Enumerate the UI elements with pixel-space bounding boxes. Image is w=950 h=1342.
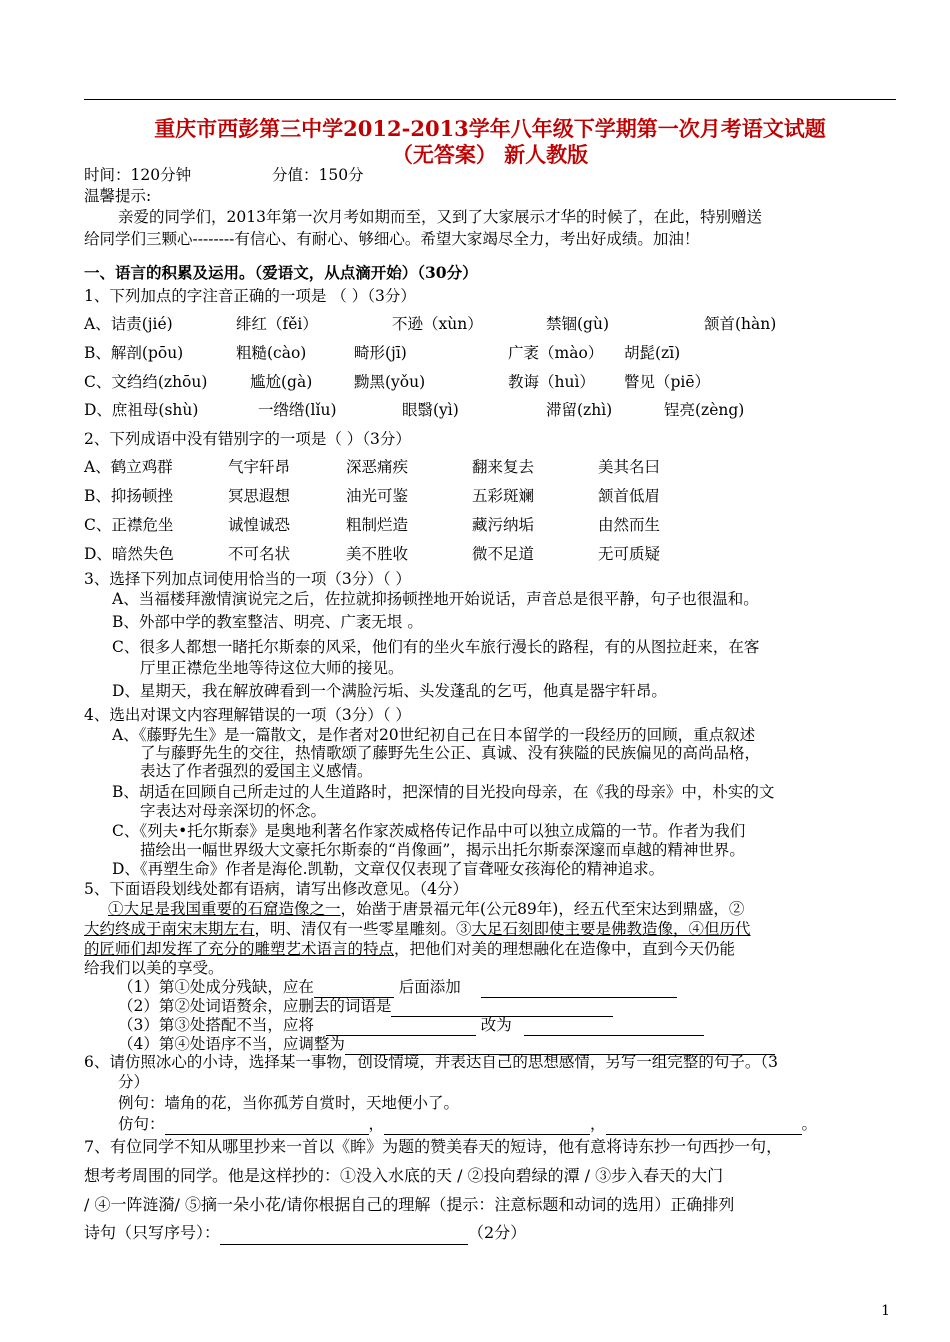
option-cell: A、诘责(jié)	[84, 315, 173, 333]
option-cell: 粗糙(cào)	[236, 344, 307, 362]
option-cell: B、抑扬顿挫	[84, 487, 173, 505]
question-4-stem: 4、选出对课文内容理解错误的一项（3分）（ ）	[84, 706, 411, 724]
option-cell: 美其名曰	[598, 458, 661, 476]
option-cell: 绯红（fěi）	[236, 315, 318, 333]
option-cell: 美不胜收	[346, 545, 409, 563]
option-cell: 翻来复去	[472, 458, 535, 476]
option-cell: 诚惶诚恐	[228, 516, 291, 534]
sub-question-text: （2）第②处词语赘余，应删去的词语是	[118, 997, 392, 1015]
underlined-phrase: 大足石刻即使主要是佛教造像	[471, 920, 674, 938]
option-cell: 胡髭(zī)	[624, 344, 681, 362]
option-cell: 气宇轩昂	[228, 458, 291, 476]
punctuation: 。	[801, 1115, 818, 1133]
tip-label: 温馨提示:	[84, 187, 152, 205]
punctuation: ，	[590, 1115, 606, 1133]
passage-text: ，把他们对美的理想融化在造像中，直到今天仍能	[394, 940, 736, 958]
q3-option-d: D、星期天，我在解放碑看到一个满脸污垢、头发蓬乱的乞丐，他真是器宇轩昂。	[112, 682, 667, 700]
option-cell: 微不足道	[472, 545, 535, 563]
option-cell: D、庶祖母(shù)	[84, 401, 199, 419]
q4-option-b-line1: B、胡适在回顾自己所走过的人生道路时，把深情的目光投向母亲，在《我的母亲》中，朴实的文	[112, 783, 775, 801]
option-cell: 粗制烂造	[346, 516, 409, 534]
q3-option-b: B、外部中学的教室整洁、明亮、广袤无垠 。	[112, 613, 423, 631]
option-cell: 藏污纳垢	[472, 516, 535, 534]
option-cell: B、解剖(pōu)	[84, 344, 184, 362]
page-number: 1	[881, 1303, 890, 1319]
option-cell: 锃亮(zèng)	[664, 401, 745, 419]
option-cell: 瞥见（piē）	[624, 373, 711, 391]
q3-option-c-line1: C、很多人都想一睹托尔斯泰的风采，他们有的坐火车旅行漫长的路程，有的从图拉赶来，在客	[112, 638, 760, 656]
q6-example: 例句：墙角的花，当你孤芳自赏时，天地便小了。	[118, 1094, 460, 1112]
punctuation: ，	[368, 1115, 385, 1133]
q3-option-a: A、当福楼拜激情演说完之后，佐拉就抑扬顿挫地开始说话，声音总是很平静，句子也很温和。	[112, 590, 759, 608]
question-6-stem-line2: 分）	[118, 1073, 150, 1091]
exam-time: 时间：120分钟	[84, 166, 192, 184]
question-7-line4	[84, 1221, 526, 1245]
option-cell: 不逊（xùn）	[392, 315, 483, 333]
option-cell: D、暗然失色	[84, 545, 174, 563]
page-title: 重庆市西彭第三中学2012-2013学年八年级下学期第一次月考语文试题	[154, 116, 826, 141]
question-5-stem: 5、下面语段划线处都有语病，请写出修改意见。（4分）	[84, 880, 468, 898]
sub-question-text: 后面添加	[393, 978, 461, 996]
q5-passage-line2	[84, 918, 751, 940]
answer-blank[interactable]	[606, 1116, 802, 1135]
question-text: 诗句（只写序号）：	[84, 1223, 221, 1242]
option-cell: 教诲（huì）	[508, 373, 595, 391]
option-cell: 眼翳(yì)	[402, 401, 459, 419]
q4-option-c-line1: C、《列夫•托尔斯泰》是奥地利著名作家茨威格传记作品中可以独立成篇的一节。作者为我们	[112, 822, 746, 840]
imitate-label: 仿句：	[118, 1115, 165, 1133]
option-cell: 冥思遐想	[228, 487, 291, 505]
passage-text: ，始凿于唐景福元年(公元89年)，经五代至宋达到鼎盛，②	[340, 900, 745, 918]
option-cell: 畸形(jī)	[354, 344, 407, 362]
option-cell: 禁锢(gù)	[546, 315, 609, 333]
question-7-line1: 7、有位同学不知从哪里抄来一首以《眸》为题的赞美春天的短诗，他有意将诗东抄一句西抄一句，	[84, 1137, 783, 1156]
underlined-phrase: 大约终成于南宋末期左右	[84, 920, 255, 938]
q6-imitate-line	[118, 1113, 817, 1135]
option-cell: 滞留(zhì)	[546, 401, 613, 419]
sub-question-text: （4）第④处语序不当，应调整为	[118, 1035, 345, 1053]
passage-text: ，明、清仅有一些零星雕刻。③	[254, 920, 472, 938]
option-cell: 黝黑(yǒu)	[354, 373, 426, 391]
q5-passage-line4: 给我们以美的享受。	[84, 959, 224, 977]
option-cell: C、正襟危坐	[84, 516, 174, 534]
q4-option-a-line1: A、《藤野先生》是一篇散文，是作者对20世纪初自己在日本留学的一段经历的回顾，重点叙述	[112, 726, 756, 744]
page-subtitle: （无答案） 新人教版	[391, 142, 589, 167]
sub-question-text: （3）第③处搭配不当，应将	[118, 1016, 314, 1034]
answer-blank[interactable]	[165, 1116, 369, 1135]
question-2-stem: 2、下列成语中没有错别字的一项是（ ）（3分）	[84, 430, 411, 448]
question-3-stem: 3、选择下列加点词使用恰当的一项（3分）（ ）	[84, 570, 411, 588]
question-7-line3: / ④一阵涟漪/ ⑤摘一朵小花/请你根据自己的理解（提示：注意标题和动词的选用）正确排列	[84, 1195, 735, 1214]
answer-blank[interactable]	[384, 1116, 590, 1135]
option-cell: 尴尬(gà)	[250, 373, 313, 391]
q4-option-b-line2: 字表达对母亲深切的怀念。	[140, 802, 327, 820]
q4-option-a-line2: 了与藤野先生的交往，热情歌颂了藤野先生公正、真诚、没有狭隘的民族偏见的高尚品格，	[140, 744, 761, 762]
underlined-phrase: ①大足是我国重要的石窟造像之一	[108, 900, 341, 918]
sub-question-text: （1）第①处成分残缺，应在	[118, 978, 314, 996]
answer-blank[interactable]	[220, 1224, 468, 1245]
option-cell: A、鹤立鸡群	[84, 458, 173, 476]
question-6-stem-line1: 6、请仿照冰心的小诗，选择某一事物，创设情境，并表达自己的思想感情，另写一组完整的句子。（3	[84, 1053, 778, 1071]
option-cell: 五彩斑斓	[472, 487, 535, 505]
q4-option-a-line3: 表达了作者强烈的爱国主义感情。	[140, 762, 373, 780]
exam-score: 分值：150分	[272, 166, 364, 184]
tip-text-line1: 亲爱的同学们，2013年第一次月考如期而至，又到了大家展示才华的时候了，在此，特别赠送	[118, 208, 762, 226]
option-cell: 深恶痛疾	[346, 458, 409, 476]
option-cell: C、文绉绉(zhōu)	[84, 373, 208, 391]
header-rule	[84, 99, 896, 100]
q3-option-c-line2: 厅里正襟危坐地等待这位大师的接见。	[140, 659, 404, 677]
section-heading: 一、语言的积累及运用。（爱语文，从点滴开始）（30分）	[84, 263, 478, 282]
q4-option-d: D、《再塑生命》作者是海伦.凯勒，文章仅仅表现了盲聋哑女孩海伦的精神追求。	[112, 860, 665, 878]
option-cell: 颔首(hàn)	[704, 315, 777, 333]
option-cell: 无可质疑	[598, 545, 661, 563]
question-7-line2: 想考考周围的同学。他是这样抄的：①没入水底的天 / ②投向碧绿的潭 / ③步入春天的大门	[84, 1166, 724, 1185]
q4-option-c-line2: 描绘出一幅世界级大文豪托尔斯泰的“肖像画”，揭示出托尔斯泰深邃而卓越的精神世界。	[140, 841, 745, 859]
underlined-phrase: 的匠师们却发挥了充分的雕塑艺术语言的特点	[84, 940, 395, 958]
option-cell: 油光可鉴	[346, 487, 409, 505]
option-cell: 颔首低眉	[598, 487, 661, 505]
option-cell: 广袤（mào）	[508, 344, 604, 362]
question-1-stem: 1、下列加点的字注音正确的一项是 （ ）（3分）	[84, 287, 416, 305]
underlined-phrase: ，④但历代	[673, 920, 751, 938]
option-cell: 由然而生	[598, 516, 661, 534]
option-cell: 不可名状	[228, 545, 291, 563]
q5-passage-line1	[108, 898, 744, 920]
option-cell: 一绺绺(lǐu)	[258, 401, 337, 419]
question-text: （2分）	[468, 1223, 527, 1242]
sub-question-text: 改为	[475, 1016, 512, 1034]
tip-text-line2: 给同学们三颗心--------有信心、有耐心、够细心。希望大家竭尽全力，考出好成绩。加油！	[84, 230, 700, 248]
